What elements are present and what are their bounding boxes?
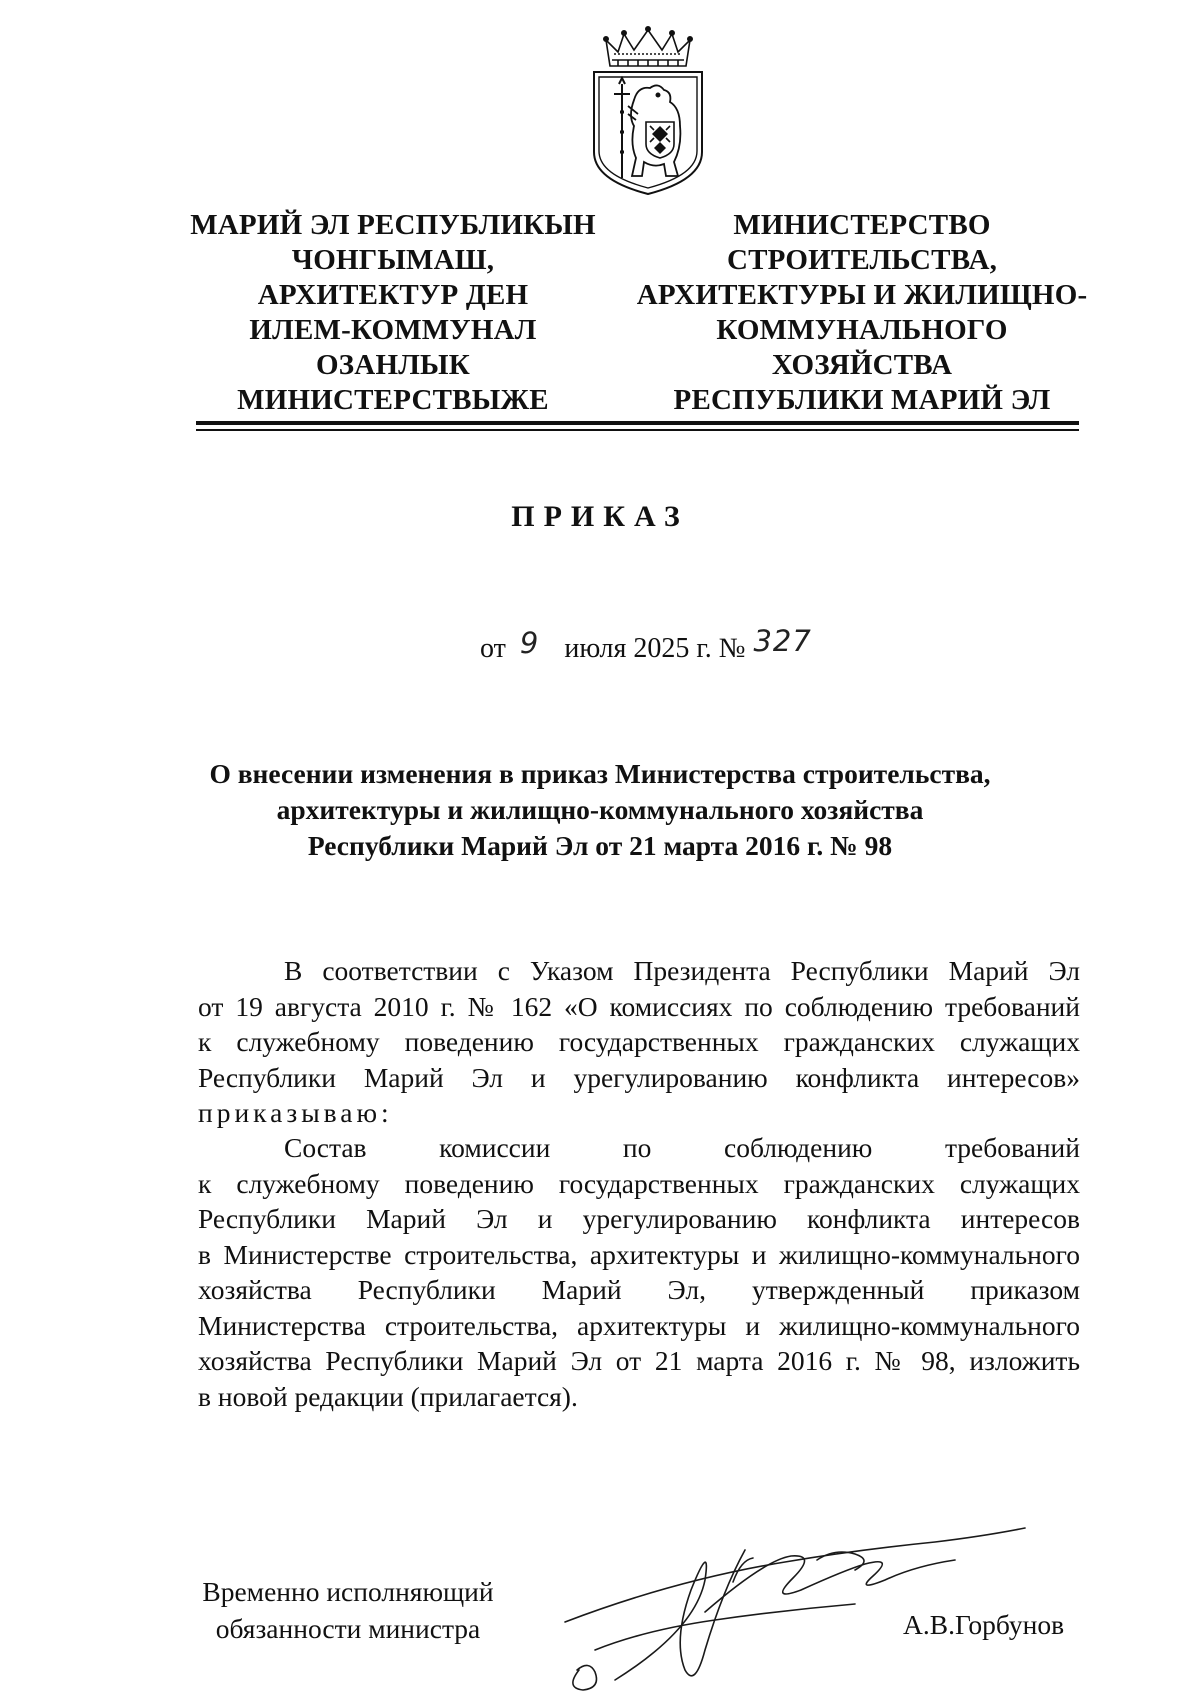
body-paragraph-2 (198, 1130, 1080, 1414)
body-line: хозяйства Республики Марий Эл, утвержденный приказом (198, 1274, 1080, 1305)
body-line: Республики Марий Эл и урегулированию конфликта интересов» (198, 1061, 1080, 1093)
header-right-line: АРХИТЕКТУРЫ И ЖИЛИЩНО- (636, 279, 1088, 311)
handwritten-signature (555, 1520, 1035, 1695)
body-line: от 19 августа 2010 г. № 162 «О комиссиях по соблюдению требований (198, 990, 1080, 1022)
header-divider-thick (196, 421, 1079, 425)
body-paragraph-1 (198, 953, 1080, 1131)
header-left-line: МИНИСТЕРСТВЫЖЕ (237, 384, 549, 416)
handwritten-order-number: 327 (753, 624, 812, 658)
body-line: В соответствии с Указом Президента Республики Марий Эл (284, 955, 1080, 986)
subject-line: Республики Марий Эл от 21 марта 2016 г. № 98 (307, 830, 893, 861)
header-russian-name (632, 208, 1092, 418)
date-rest: июля 2025 г. № (564, 633, 746, 664)
crown-icon (604, 27, 692, 66)
header-left-line: АРХИТЕКТУР ДЕН (257, 279, 529, 311)
header-right-line: МИНИСТЕРСТВО (733, 209, 991, 241)
body-line: в новой редакции (прилагается). (198, 1380, 578, 1412)
header-right-line: РЕСПУБЛИКИ МАРИЙ ЭЛ (673, 384, 1051, 416)
body-line: Министерства строительства, архитектуры и жилищно-коммунального (198, 1309, 1080, 1341)
order-subject (0, 756, 1200, 864)
order-date-line (480, 624, 812, 665)
header-divider-thin (196, 429, 1079, 431)
signatory-role (198, 1573, 498, 1647)
header-right-line: СТРОИТЕЛЬСТВА, (726, 244, 998, 276)
ornament-shield-icon (646, 122, 674, 158)
role-line: Временно исполняющий (202, 1576, 494, 1607)
date-prefix: от (480, 633, 506, 664)
body-line: Состав комиссии по соблюдению требований (284, 1132, 1080, 1163)
role-line: обязанности министра (215, 1613, 481, 1644)
signatory-name: А.В.Горбунов (903, 1609, 1065, 1640)
order-title: ПРИКАЗ (511, 500, 689, 533)
body-line: к служебному поведению государственных гражданских служащих (198, 1026, 1080, 1057)
body-line: к служебному поведению государственных гражданских служащих (198, 1167, 1080, 1199)
body-line: Республики Марий Эл и урегулированию конфликта интересов (198, 1203, 1080, 1234)
header-left-line: ЧОНГЫМАШ, (291, 244, 495, 276)
handwritten-day: 9 (519, 626, 539, 660)
header-right-line: ХОЗЯЙСТВА (771, 349, 953, 381)
header-left-line: ОЗАНЛЫК (316, 349, 470, 381)
coat-of-arms-emblem (588, 22, 708, 197)
header-left-line: ИЛЕМ-КОММУНАЛ (249, 314, 537, 346)
body-line: хозяйства Республики Марий Эл от 21 марта 2016 г. № 98, изложить (198, 1345, 1080, 1376)
body-line: в Министерстве строительства, архитектуры и жилищно-коммунального (198, 1238, 1080, 1270)
header-left-line: МАРИЙ ЭЛ РЕСПУБЛИКЫН (190, 209, 596, 241)
header-right-line: КОММУНАЛЬНОГО (716, 314, 1008, 346)
header-mari-name (178, 208, 608, 418)
body-line-orders: приказываю: (198, 1097, 393, 1128)
subject-line: О внесении изменения в приказ Министерства строительства, (209, 758, 991, 789)
subject-line: архитектуры и жилищно-коммунального хозяйства (276, 794, 924, 825)
